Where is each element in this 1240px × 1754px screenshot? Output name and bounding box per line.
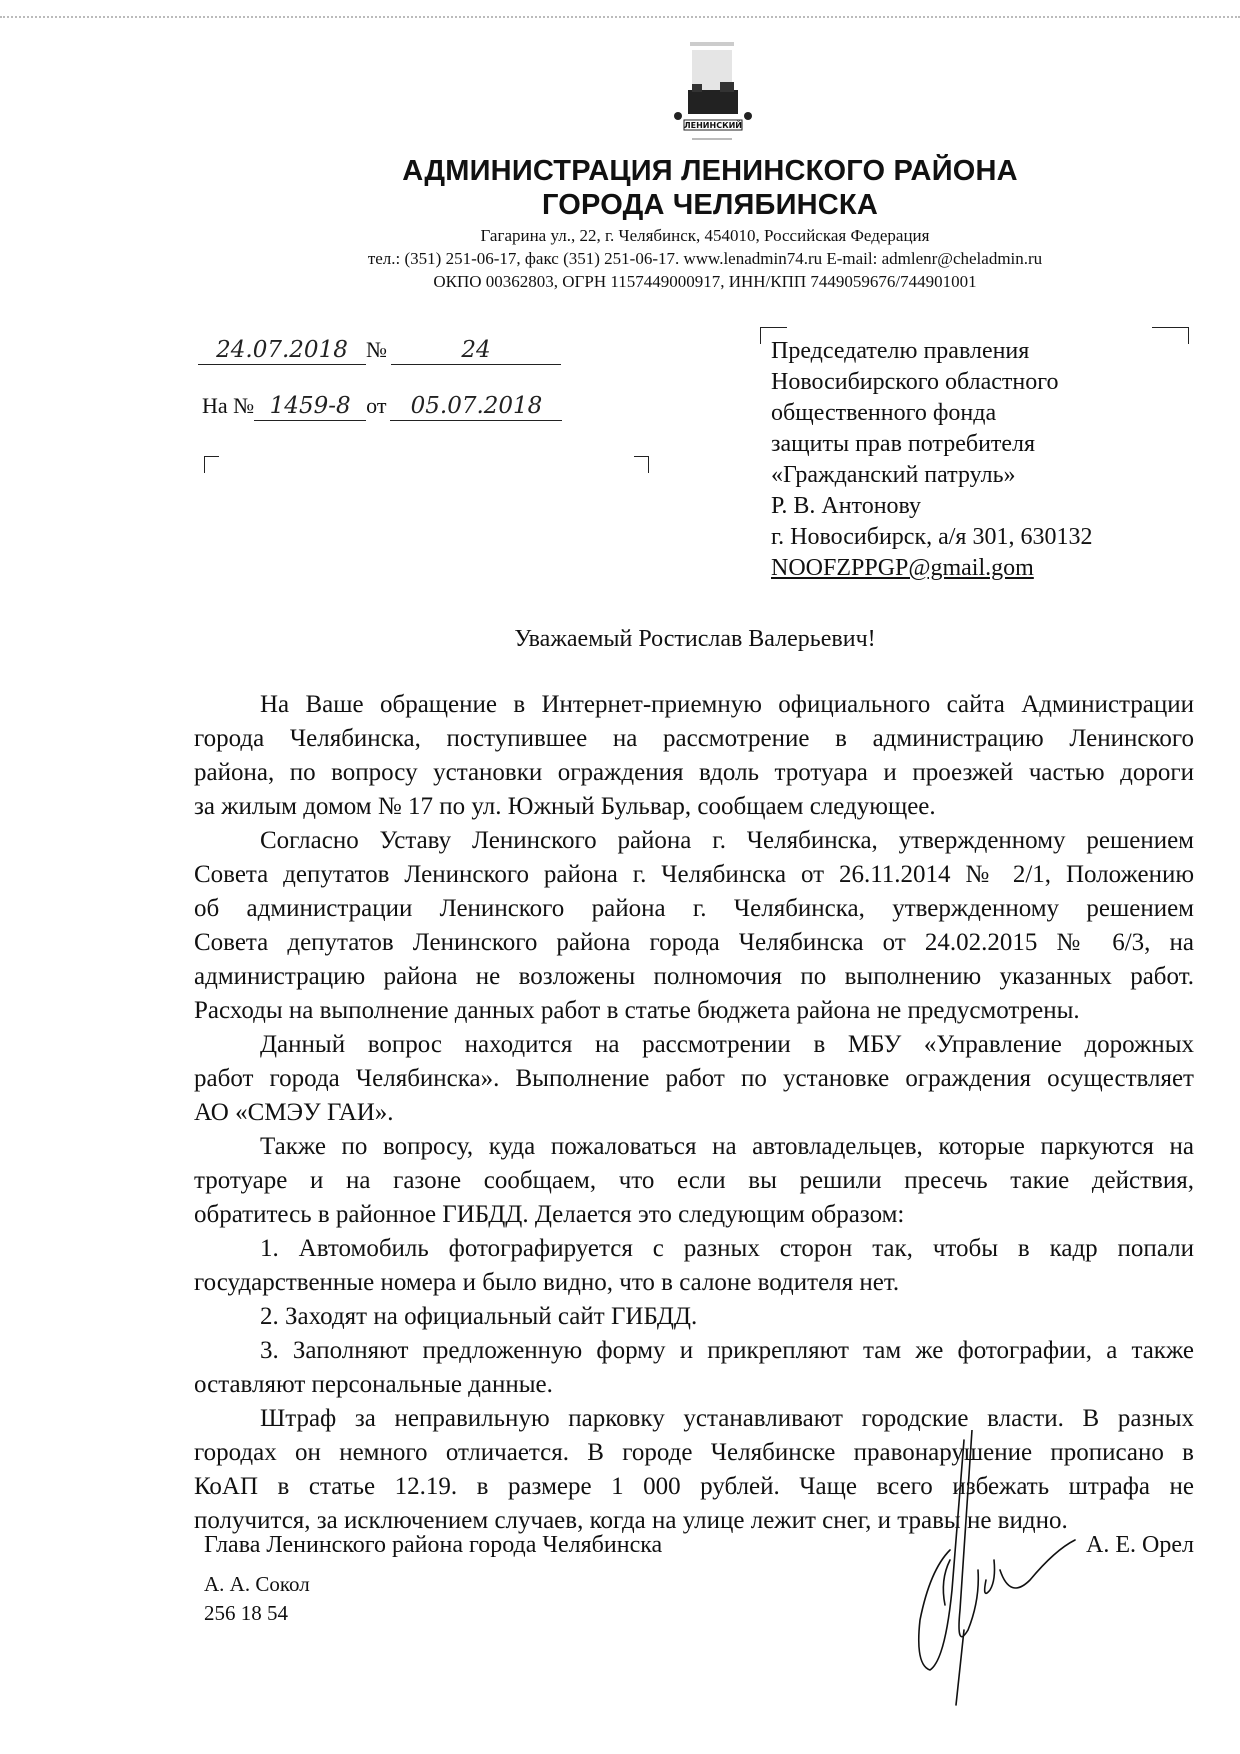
body-line: Согласно Уставу Ленинского района г. Челябинска, утвержденному решением — [260, 827, 1194, 854]
ref-label: На № — [202, 393, 255, 418]
body-line: Данный вопрос находится на рассмотрении в МБУ «Управление дорожных — [260, 1031, 1194, 1058]
coat-of-arms-emblem — [662, 30, 762, 150]
body-line: городах он немного отличается. В городе Челябинске правонарушение прописано в — [194, 1439, 1194, 1466]
scan-top-edge — [0, 16, 1240, 18]
body-line: администрацию района не возложены полномочия по выполнению указанных работ. — [194, 963, 1194, 990]
body-line: обратитесь в районное ГИБДД. Делается это следующим образом: — [194, 1201, 905, 1228]
body-line: На Ваше обращение в Интернет-приемную официального сайта Администрации — [260, 691, 1194, 718]
ref-from-label: от — [366, 393, 387, 418]
body-line: КоАП в статье 12.19. в размере 1 000 рублей. Чаще всего избежать штрафа не — [194, 1473, 1194, 1500]
body-line: Штраф за неправильную парковку устанавливают городские власти. В разных — [260, 1405, 1194, 1432]
corner-mark — [204, 456, 219, 473]
body-line: района, по вопросу установки ограждения вдоль тротуара и проезжей частью дороги — [194, 759, 1194, 786]
body-line: Совета депутатов Ленинского района г. Челябинска от 26.11.2014 № 2/1, Положению — [194, 861, 1194, 888]
body-line: 3. Заполняют предложенную форму и прикрепляют там же фотографии, а также — [260, 1337, 1194, 1364]
outgoing-number: 24 — [391, 336, 561, 365]
body-line: оставляют персональные данные. — [194, 1371, 553, 1398]
body-line: города Челябинска, поступившее на рассмотрение в администрацию Ленинского — [194, 725, 1194, 752]
svg-text:ЛЕНИНСКИЙ: ЛЕНИНСКИЙ — [684, 121, 742, 130]
ref-number: 1459-8 — [254, 392, 366, 421]
body-line: Также по вопросу, куда пожаловаться на автовладельцев, которые паркуются на — [260, 1133, 1194, 1160]
recipient-line: «Гражданский патруль» — [771, 462, 1016, 488]
org-contacts: тел.: (351) 251-06-17, факс (351) 251-06-17. www.lenadmin74.ru E-mail: admlenr@cheladmin.ru — [367, 249, 1043, 268]
letter-body — [194, 688, 1194, 1538]
recipient-email[interactable]: NOOFZPPGP@gmail.gom — [771, 555, 1034, 581]
handwritten-signature — [890, 1430, 1080, 1710]
body-line: Совета депутатов Ленинского района города Челябинска от 24.02.2015 № 6/3, на — [194, 929, 1194, 956]
recipient-line: Новосибирского областного — [771, 369, 1059, 395]
recipient-line: Председателю правления — [771, 338, 1030, 364]
outgoing-registration — [198, 336, 561, 365]
body-line: 2. Заходят на официальный сайт ГИБДД. — [260, 1303, 698, 1330]
recipient-line: г. Новосибирск, а/я 301, 630132 — [771, 524, 1093, 550]
body-line: Расходы на выполнение данных работ в статье бюджета района не предусмотрены. — [194, 997, 1080, 1024]
signatory-position: Глава Ленинского района города Челябинска — [204, 1532, 663, 1558]
org-name-line2: ГОРОДА ЧЕЛЯБИНСКА — [542, 189, 878, 221]
org-address: Гагарина ул., 22, г. Челябинск, 454010, Российская Федерация — [480, 226, 930, 245]
executor-name: А. А. Сокол — [204, 1572, 310, 1596]
signatory-name: А. Е. Орел — [1086, 1532, 1194, 1558]
body-line: АО «СМЭУ ГАИ». — [194, 1099, 394, 1126]
recipient-line: Р. В. Антонову — [771, 493, 922, 519]
body-line: за жилым домом № 17 по ул. Южный Бульвар, сообщаем следующее. — [194, 793, 936, 820]
greeting: Уважаемый Ростислав Валерьевич! — [514, 626, 876, 652]
body-line: тротуаре и на газоне сообщаем, что если вы решили пресечь такие действия, — [194, 1167, 1194, 1194]
corner-mark — [1152, 327, 1189, 344]
org-name-line1: АДМИНИСТРАЦИЯ ЛЕНИНСКОГО РАЙОНА — [402, 155, 1018, 187]
ref-date: 05.07.2018 — [390, 392, 562, 421]
body-line: об администрации Ленинского района г. Челябинска, утвержденному решением — [194, 895, 1194, 922]
org-codes: ОКПО 00362803, ОГРН 1157449000917, ИНН/КПП 7449059676/744901001 — [433, 272, 977, 291]
body-line: получится, за исключением случаев, когда на улице лежит снег, и травы не видно. — [194, 1507, 1068, 1534]
recipient-line: защиты прав потребителя — [771, 431, 1036, 457]
recipient-line: общественного фонда — [771, 400, 997, 426]
body-line: 1. Автомобиль фотографируется с разных сторон так, чтобы в кадр попали — [260, 1235, 1194, 1262]
outgoing-date: 24.07.2018 — [198, 336, 366, 365]
executor-phone: 256 18 54 — [204, 1601, 288, 1625]
body-line: работ города Челябинска». Выполнение работ по установке ограждения осуществляет — [194, 1065, 1194, 1092]
body-line: государственные номера и было видно, что в салоне водителя нет. — [194, 1269, 900, 1296]
recipient-block — [771, 336, 1092, 584]
number-label: № — [366, 337, 387, 362]
incoming-reference — [202, 392, 562, 421]
corner-mark — [634, 456, 649, 473]
